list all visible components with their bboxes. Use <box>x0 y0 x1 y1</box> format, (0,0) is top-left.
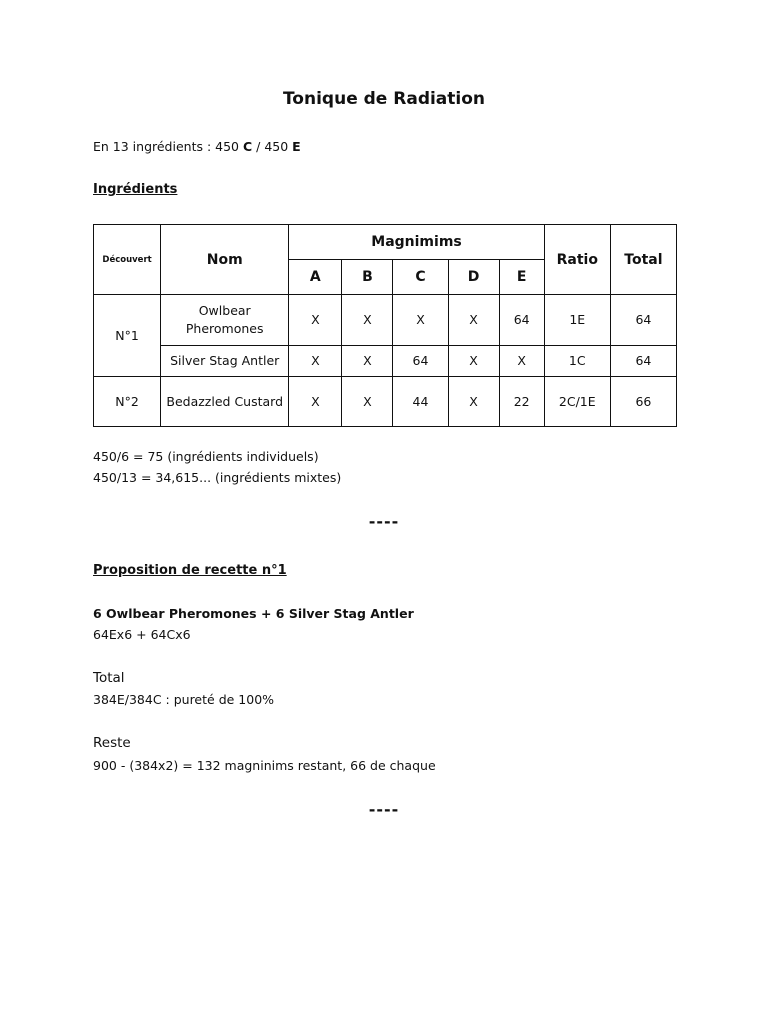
cell-c: 44 <box>393 377 448 427</box>
page-title: Tonique de Radiation <box>282 89 486 109</box>
table-row <box>94 377 677 427</box>
cell-d: X <box>448 295 499 346</box>
header-col-e: E <box>499 260 544 295</box>
cell-d: X <box>448 346 499 377</box>
table-row <box>94 295 677 346</box>
cell-nom: Owlbear Pheromones <box>161 295 289 346</box>
recipe-heading: Proposition de recette n°1 <box>93 563 287 578</box>
header-ratio: Ratio <box>544 225 610 295</box>
intro-e: E <box>292 139 301 154</box>
cell-ratio: 1E <box>544 295 610 346</box>
calc-individual: 450/6 = 75 (ingrédients individuels) <box>93 449 319 464</box>
ingredients-heading: Ingrédients <box>93 182 178 197</box>
cell-total: 64 <box>610 346 676 377</box>
cell-ratio: 2C/1E <box>544 377 610 427</box>
cell-a: X <box>289 295 342 346</box>
reste-label: Reste <box>93 735 131 751</box>
header-col-c: C <box>393 260 448 295</box>
total-value: 384E/384C : pureté de 100% <box>93 692 275 707</box>
header-col-a: A <box>289 260 342 295</box>
separator: ---- <box>368 512 400 531</box>
cell-e: 22 <box>499 377 544 427</box>
header-decouvert: Découvert <box>94 225 161 295</box>
cell-ratio: 1C <box>544 346 610 377</box>
intro-sep: / 450 <box>252 139 293 154</box>
reste-value: 900 - (384x2) = 132 magninims restant, 66 de chaque <box>93 758 436 773</box>
table-row <box>94 346 677 377</box>
cell-a: X <box>289 377 342 427</box>
header-col-d: D <box>448 260 499 295</box>
header-total: Total <box>610 225 676 295</box>
header-col-b: B <box>342 260 393 295</box>
separator: ---- <box>368 800 400 819</box>
cell-b: X <box>342 346 393 377</box>
cell-a: X <box>289 346 342 377</box>
cell-d: X <box>448 377 499 427</box>
intro-line <box>93 139 301 154</box>
cell-c: 64 <box>393 346 448 377</box>
cell-b: X <box>342 295 393 346</box>
intro-c: C <box>242 139 253 154</box>
cell-nom: Silver Stag Antler <box>161 346 289 377</box>
cell-b: X <box>342 377 393 427</box>
header-nom: Nom <box>161 225 289 295</box>
cell-c: X <box>393 295 448 346</box>
total-label: Total <box>93 670 125 686</box>
header-magnimims: Magnimims <box>289 225 544 260</box>
cell-total: 66 <box>610 377 676 427</box>
cell-decouvert: N°1 <box>94 295 161 377</box>
ingredients-table <box>93 224 677 427</box>
intro-prefix: En 13 ingrédients : 450 <box>93 139 243 154</box>
recipe-formula: 64Ex6 + 64Cx6 <box>93 627 191 642</box>
cell-decouvert: N°2 <box>94 377 161 427</box>
calc-mixed: 450/13 = 34,615... (ingrédients mixtes) <box>93 470 342 485</box>
recipe-title: 6 Owlbear Pheromones + 6 Silver Stag Antler <box>93 606 414 621</box>
cell-total: 64 <box>610 295 676 346</box>
cell-nom: Bedazzled Custard <box>161 377 289 427</box>
cell-e: X <box>499 346 544 377</box>
cell-e: 64 <box>499 295 544 346</box>
